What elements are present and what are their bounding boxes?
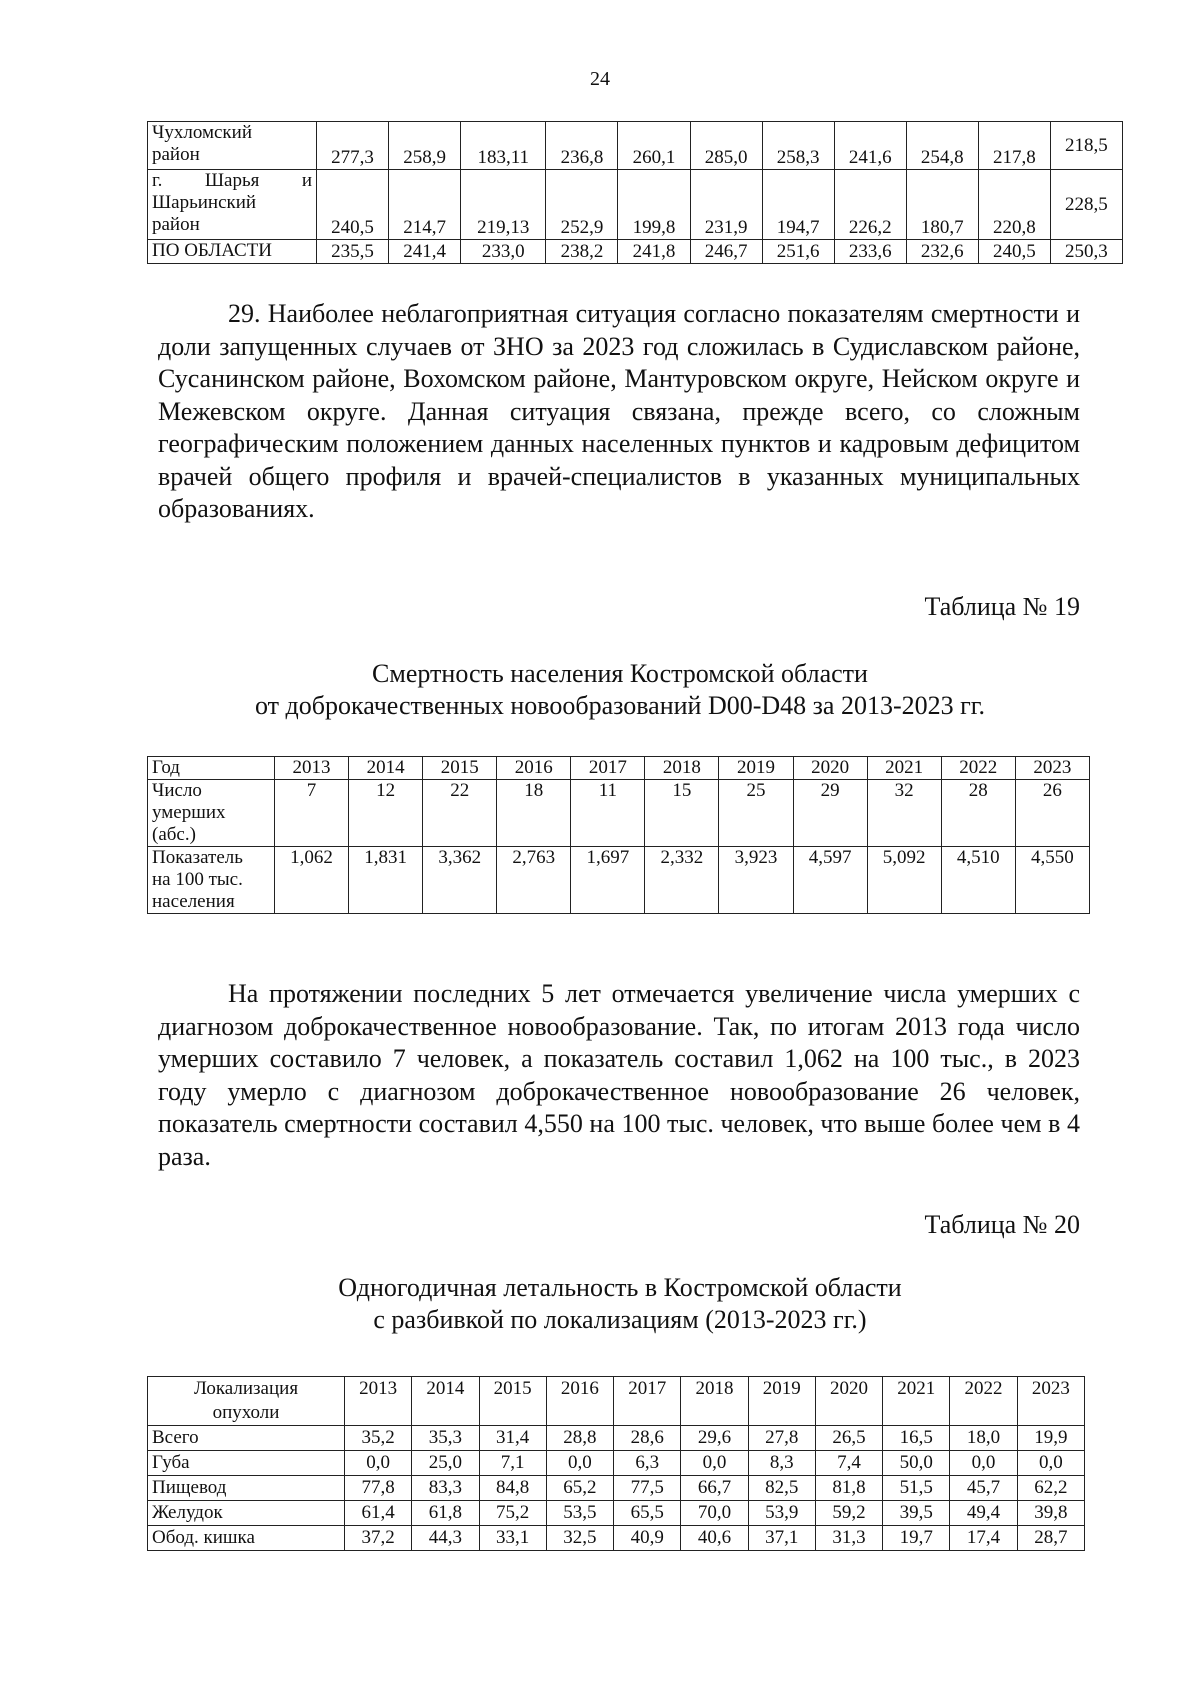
table-cell: 70,0: [681, 1501, 748, 1526]
table-cell: 218,5: [1050, 122, 1122, 170]
table-cell: 219,13: [461, 170, 546, 240]
table-row: [148, 1501, 1085, 1526]
table-cell: 233,0: [461, 240, 546, 264]
table-cell: 199,8: [618, 170, 690, 240]
table-cell: 214,7: [389, 170, 461, 240]
header-cell: 2018: [681, 1377, 748, 1426]
header-cell: 2019: [748, 1377, 815, 1426]
header-cell: 2018: [645, 757, 719, 780]
table-row: [148, 780, 1090, 847]
table-cell: 240,5: [317, 170, 389, 240]
table-row: [148, 1526, 1085, 1551]
table-cell: 0,0: [950, 1451, 1017, 1476]
table-cell: 285,0: [690, 122, 762, 170]
page-number: 24: [590, 68, 610, 90]
table-cell: 241,6: [834, 122, 906, 170]
table-cell: 17,4: [950, 1526, 1017, 1551]
table-cell: 39,5: [883, 1501, 950, 1526]
table-cell: 45,7: [950, 1476, 1017, 1501]
header-cell: 2017: [614, 1377, 681, 1426]
table-cell: 22: [423, 780, 497, 847]
table-20-title: [0, 1272, 1200, 1336]
table-cell: 250,3: [1050, 240, 1122, 264]
header-cell: 2015: [423, 757, 497, 780]
header-cell: 2022: [950, 1377, 1017, 1426]
table-cell: 49,4: [950, 1501, 1017, 1526]
header-cell: 2019: [719, 757, 793, 780]
table-cell: 251,6: [762, 240, 834, 264]
table-cell: 82,5: [748, 1476, 815, 1501]
table-cell: 2,332: [645, 847, 719, 914]
paragraph-benign-trend: На протяжении последних 5 лет отмечается увеличение числа умерших с диагнозом доброкачественное новообразование. Так, по итогам 2013 года число умерших составило 7 человек, а показатель составил 1,062 на 100 тыс., в 2023 году умерло с диагнозом доброкачественное новообразование 26 человек, показатель смертности составил 4,550 на 100 тыс. человек, что выше более чем в 4 раза.: [158, 979, 1080, 1171]
paragraph-29: 29. Наиболее неблагоприятная ситуация согласно показателям смертности и доли запущенных случаев от ЗНО за 2023 год сложилась в Судиславском районе, Сусанинском районе, Вохомском районе, Мантуровском округе, Нейском округе и Межевском округе. Данная ситуация связана, прежде всего, со сложным географическим положением данных населенных пунктов и кадровым дефицитом врачей общего профиля и врачей-специалистов в указанных муниципальных образованиях.: [158, 299, 1080, 523]
table-cell: 220,8: [978, 170, 1050, 240]
table-cell: 183,11: [461, 122, 546, 170]
row-label-line: Число: [152, 780, 202, 801]
table-cell: 65,2: [546, 1476, 613, 1501]
table-19-title-line-2: от доброкачественных новообразований D00-D48 за 2013-2023 гг.: [254, 691, 986, 720]
table-cell: 62,2: [1017, 1476, 1084, 1501]
table-cell: 25,0: [412, 1451, 479, 1476]
row-label-line: район: [152, 214, 200, 235]
table-row: [148, 240, 1123, 264]
table-cell: 1,062: [275, 847, 349, 914]
row-label-line: Чухломский: [152, 122, 252, 143]
table-cell: 18: [497, 780, 571, 847]
table-cell: 35,3: [412, 1426, 479, 1451]
table-cell: 33,1: [479, 1526, 546, 1551]
table-cell: 3,923: [719, 847, 793, 914]
table-cell: 5,092: [867, 847, 941, 914]
table-cell: 15: [645, 780, 719, 847]
table-cell: 246,7: [690, 240, 762, 264]
row-label: Обод. кишка: [148, 1526, 345, 1551]
table-cell: 236,8: [546, 122, 618, 170]
table-cell: 277,3: [317, 122, 389, 170]
table-cell: 2,763: [497, 847, 571, 914]
table-cell: 27,8: [748, 1426, 815, 1451]
table-cell: 77,5: [614, 1476, 681, 1501]
table-cell: 0,0: [345, 1451, 412, 1476]
table-cell: 32: [867, 780, 941, 847]
table-row: [148, 170, 1123, 240]
row-label-line: (абс.): [152, 824, 196, 845]
row-label-line: Показатель: [152, 847, 243, 868]
row-label-line: умерших: [152, 802, 226, 823]
header-cell: 2020: [815, 1377, 882, 1426]
table-cell: 226,2: [834, 170, 906, 240]
row-label: Желудок: [148, 1501, 345, 1526]
table-cell: 53,5: [546, 1501, 613, 1526]
table-cell: 40,6: [681, 1526, 748, 1551]
table-20-label: Таблица № 20: [924, 1210, 1080, 1239]
table-cell: 6,3: [614, 1451, 681, 1476]
header-cell: 2022: [941, 757, 1015, 780]
table-20-title-line-1: Одногодичная летальность в Костромской области: [338, 1273, 902, 1302]
table-cell: 241,4: [389, 240, 461, 264]
table-cell: 40,9: [614, 1526, 681, 1551]
row-label: Всего: [148, 1426, 345, 1451]
benign-neoplasm-mortality-table: [147, 756, 1090, 914]
table-cell: 194,7: [762, 170, 834, 240]
row-label: [148, 847, 275, 914]
header-cell: 2023: [1017, 1377, 1084, 1426]
header-cell: 2014: [412, 1377, 479, 1426]
row-label: [148, 170, 317, 240]
header-cell: 2021: [883, 1377, 950, 1426]
row-label: ПО ОБЛАСТИ: [148, 240, 317, 264]
table-cell: 66,7: [681, 1476, 748, 1501]
table-cell: 258,9: [389, 122, 461, 170]
table-cell: 83,3: [412, 1476, 479, 1501]
header-cell: 2021: [867, 757, 941, 780]
table-cell: 31,3: [815, 1526, 882, 1551]
table-cell: 65,5: [614, 1501, 681, 1526]
table-cell: 231,9: [690, 170, 762, 240]
table-header-row: [148, 1377, 1085, 1426]
table-cell: 1,831: [349, 847, 423, 914]
table-cell: 4,597: [793, 847, 867, 914]
row-label-line: Шарьинский: [152, 192, 257, 213]
header-cell: 2015: [479, 1377, 546, 1426]
header-cell: 2023: [1015, 757, 1089, 780]
table-cell: 51,5: [883, 1476, 950, 1501]
table-cell: 241,8: [618, 240, 690, 264]
table-cell: 37,1: [748, 1526, 815, 1551]
table-cell: 25: [719, 780, 793, 847]
table-cell: 18,0: [950, 1426, 1017, 1451]
header-cell: 2013: [275, 757, 349, 780]
row-label: Пищевод: [148, 1476, 345, 1501]
table-cell: 32,5: [546, 1526, 613, 1551]
table-20-title-line-2: с разбивкой по локализациям (2013-2023 гг.): [373, 1305, 867, 1334]
table-cell: 180,7: [906, 170, 978, 240]
row-label: [148, 780, 275, 847]
table-cell: 29: [793, 780, 867, 847]
table-row: [148, 847, 1090, 914]
table-cell: 16,5: [883, 1426, 950, 1451]
table-cell: 233,6: [834, 240, 906, 264]
table-cell: 238,2: [546, 240, 618, 264]
table-cell: 26,5: [815, 1426, 882, 1451]
table-cell: 44,3: [412, 1526, 479, 1551]
table-cell: 26: [1015, 780, 1089, 847]
header-cell: 2016: [497, 757, 571, 780]
table-cell: 252,9: [546, 170, 618, 240]
header-label-line: Локализация: [193, 1378, 299, 1399]
table-header-row: [148, 757, 1090, 780]
table-cell: 11: [571, 780, 645, 847]
header-cell: 2017: [571, 757, 645, 780]
table-cell: 4,510: [941, 847, 1015, 914]
table-row: [148, 122, 1123, 170]
header-label: Год: [148, 757, 275, 780]
table-cell: 61,8: [412, 1501, 479, 1526]
table-cell: 12: [349, 780, 423, 847]
table-cell: 4,550: [1015, 847, 1089, 914]
row-label-line: район: [152, 144, 200, 165]
table-19-title-line-1: Смертность населения Костромской области: [372, 659, 868, 688]
table-cell: 7,4: [815, 1451, 882, 1476]
table-cell: 28,6: [614, 1426, 681, 1451]
regional-mortality-table-continuation: [147, 121, 1123, 264]
one-year-lethality-table: [147, 1376, 1085, 1551]
table-cell: 61,4: [345, 1501, 412, 1526]
table-cell: 260,1: [618, 122, 690, 170]
header-cell: 2016: [546, 1377, 613, 1426]
header-cell: 2013: [345, 1377, 412, 1426]
table-cell: 0,0: [681, 1451, 748, 1476]
table-cell: 258,3: [762, 122, 834, 170]
table-cell: 7,1: [479, 1451, 546, 1476]
table-cell: 235,5: [317, 240, 389, 264]
table-cell: 50,0: [883, 1451, 950, 1476]
table-cell: 228,5: [1050, 170, 1122, 240]
table-19-label: Таблица № 19: [924, 592, 1080, 621]
table-row: [148, 1476, 1085, 1501]
row-label: Губа: [148, 1451, 345, 1476]
table-cell: 232,6: [906, 240, 978, 264]
table-cell: 0,0: [1017, 1451, 1084, 1476]
table-cell: 75,2: [479, 1501, 546, 1526]
table-cell: 77,8: [345, 1476, 412, 1501]
header-cell: 2020: [793, 757, 867, 780]
table-cell: 29,6: [681, 1426, 748, 1451]
table-cell: 37,2: [345, 1526, 412, 1551]
row-label: [148, 122, 317, 170]
table-cell: 39,8: [1017, 1501, 1084, 1526]
table-row: [148, 1451, 1085, 1476]
table-cell: 19,7: [883, 1526, 950, 1551]
table-cell: 28,7: [1017, 1526, 1084, 1551]
table-cell: 7: [275, 780, 349, 847]
table-cell: 8,3: [748, 1451, 815, 1476]
row-label-line: населения: [152, 891, 235, 912]
table-cell: 84,8: [479, 1476, 546, 1501]
table-cell: 254,8: [906, 122, 978, 170]
table-cell: 53,9: [748, 1501, 815, 1526]
header-label-line: опухоли: [212, 1402, 280, 1423]
table-cell: 19,9: [1017, 1426, 1084, 1451]
table-cell: 31,4: [479, 1426, 546, 1451]
table-cell: 59,2: [815, 1501, 882, 1526]
table-cell: 0,0: [546, 1451, 613, 1476]
table-cell: 217,8: [978, 122, 1050, 170]
table-19-title: [0, 658, 1200, 722]
table-cell: 3,362: [423, 847, 497, 914]
table-cell: 240,5: [978, 240, 1050, 264]
header-label: [148, 1377, 345, 1426]
table-cell: 28: [941, 780, 1015, 847]
table-cell: 1,697: [571, 847, 645, 914]
table-row: [148, 1426, 1085, 1451]
table-cell: 35,2: [345, 1426, 412, 1451]
table-cell: 81,8: [815, 1476, 882, 1501]
row-label-line: на 100 тыс.: [152, 869, 243, 890]
table-cell: 28,8: [546, 1426, 613, 1451]
header-cell: 2014: [349, 757, 423, 780]
row-label-line: г. Шарья и: [152, 170, 312, 191]
